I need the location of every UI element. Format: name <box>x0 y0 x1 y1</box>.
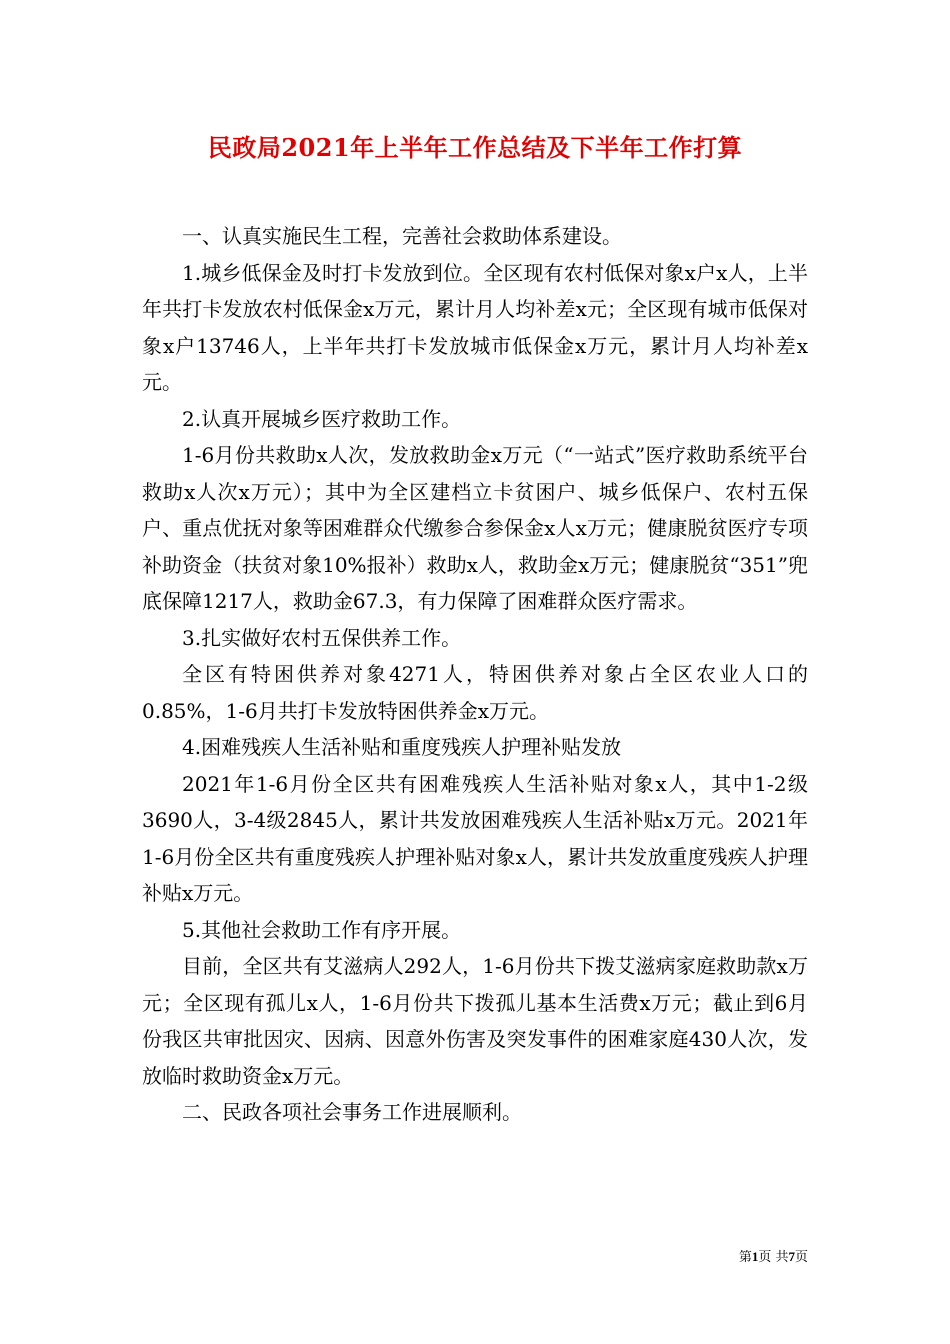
subheading: 5.其他社会救助工作有序开展。 <box>182 917 462 942</box>
paragraph: 全区有特困供养对象4271人，特困供养对象占全区农业人口的0.85%，1-6月共打卡发放特困供养金x万元。 <box>142 662 808 723</box>
paragraph: 目前，全区共有艾滋病人292人，1-6月份共下拨艾滋病家庭救助款x万元；全区现有孤儿x人，1-6月份共下拨孤儿基本生活费x万元；截止到6月份我区共审批因灾、因病、因意外伤害及突发事件的困难家庭430人次，发放临时救助资金x万元。 <box>142 954 808 1088</box>
footer-suffix: 页 <box>794 1250 808 1265</box>
subheading: 4.困难残疾人生活补贴和重度残疾人护理补贴发放 <box>182 735 622 759</box>
paragraph: 1-6月份共救助x人次，发放救助金x万元（“一站式”医疗救助系统平台救助x人次x万元）；其中为全区建档立卡贫困户、城乡低保户、农村五保户、重点优抚对象等困难群众代缴参合参保金x人x万元；健康脱贫医疗专项补助资金（扶贫对象10%报补）救助x人，救助金x万元；健康脱贫“351”兜底保障1217人，救助金67.3，有力保障了困难群众医疗需求。 <box>142 443 808 613</box>
total-pages-number: 7 <box>788 1249 795 1264</box>
paragraph: 2021年1-6月份全区共有困难残疾人生活补贴对象x人，其中1-2级3690人，3-4级2845人，累计共发放困难残疾人生活补贴x万元。2021年1-6月份全区共有重度残疾人护理补贴对象x人，累计共发放重度残疾人护理补贴x万元。 <box>142 771 808 905</box>
section-heading: 一、认真实施民生工程，完善社会救助体系建设。 <box>182 224 622 248</box>
footer-prefix: 第 <box>738 1250 752 1265</box>
document-title: 民政局2021年上半年工作总结及下半年工作打算 <box>207 133 743 162</box>
page-number-footer <box>739 1246 808 1265</box>
subheading: 3.扎实做好农村五保供养工作。 <box>182 625 462 650</box>
document-body <box>142 218 808 1131</box>
footer-middle: 页 共 <box>758 1250 789 1265</box>
section-heading: 二、民政各项社会事务工作进展顺利。 <box>182 1100 522 1124</box>
paragraph: 1.城乡低保金及时打卡发放到位。全区现有农村低保对象x户x人，上半年共打卡发放农村低保金x万元，累计月人均补差x元；全区现有城市低保对象x户13746人，上半年共打卡发放城市低保金x万元，累计月人均补差x元。 <box>142 260 808 394</box>
current-page-number: 1 <box>751 1249 759 1264</box>
subheading: 2.认真开展城乡医疗救助工作。 <box>182 406 462 431</box>
